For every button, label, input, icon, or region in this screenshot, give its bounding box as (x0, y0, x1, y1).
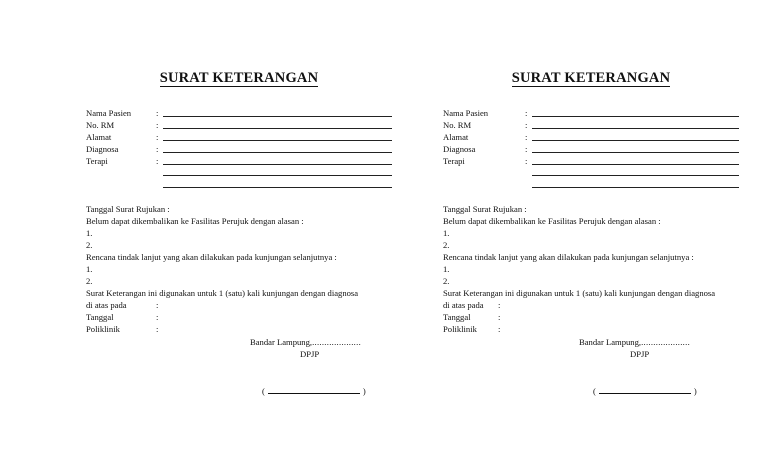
fill-line[interactable] (532, 128, 739, 129)
poliklinik-row: Poliklinik : (443, 324, 501, 334)
alasan-item: 2. (443, 240, 450, 250)
terapi-extra-line[interactable] (532, 187, 739, 188)
poliklinik-row: Poliklinik : (86, 324, 159, 334)
terapi-extra-line[interactable] (532, 175, 739, 176)
field-label: Alamat (86, 132, 112, 142)
rencana-item: 1. (86, 264, 93, 274)
field-alamat: Alamat : (443, 132, 739, 143)
fill-line[interactable] (532, 152, 739, 153)
field-label: Diagnosa (443, 144, 476, 154)
field-label: Alamat (443, 132, 469, 142)
field-alamat: Alamat : (86, 132, 392, 143)
tanggal-surat-rujukan: Tanggal Surat Rujukan : (443, 204, 527, 214)
field-label: Terapi (86, 156, 108, 166)
field-label: Diagnosa (86, 144, 119, 154)
signature-place-date: Bandar Lampung,.................... (250, 337, 362, 347)
form-title: SURAT KETERANGAN (511, 70, 671, 86)
field-nama-pasien: Nama Pasien : (86, 108, 392, 119)
signature-name-line[interactable]: ( ) (262, 386, 366, 396)
di-atas-pada: di atas pada : (443, 300, 501, 310)
signature-name-line[interactable]: ( ) (593, 386, 697, 396)
rencana-text: Rencana tindak lanjut yang akan dilakukan pada kunjungan selanjutnya : (443, 252, 694, 262)
field-label: No. RM (86, 120, 115, 130)
field-label: Terapi (443, 156, 465, 166)
fill-line[interactable] (532, 116, 739, 117)
fill-line[interactable] (163, 164, 392, 165)
fill-line[interactable] (163, 152, 392, 153)
tanggal-row: Tanggal : (443, 312, 501, 322)
signature-place-date: Bandar Lampung,.................... (579, 337, 691, 347)
field-diagnosa: Diagnosa : (86, 144, 392, 155)
tanggal-row: Tanggal : (86, 312, 159, 322)
surat-keterangan-text: Surat Keterangan ini digunakan untuk 1 (satu) kali kunjungan dengan diagnosa (443, 288, 716, 298)
rencana-item: 2. (443, 276, 450, 286)
field-no-rm: No. RM : (86, 120, 392, 131)
fill-line[interactable] (163, 128, 392, 129)
surat-keterangan-form-left (86, 0, 392, 466)
fill-line[interactable] (163, 140, 392, 141)
terapi-extra-line[interactable] (163, 187, 392, 188)
rencana-text: Rencana tindak lanjut yang akan dilakukan pada kunjungan selanjutnya : (86, 252, 337, 262)
tanggal-surat-rujukan: Tanggal Surat Rujukan : (86, 204, 170, 214)
fill-line[interactable] (532, 164, 739, 165)
field-terapi: Terapi : (86, 156, 392, 167)
alasan-item: 2. (86, 240, 93, 250)
alasan-item: 1. (86, 228, 93, 238)
signature-role: DPJP (630, 349, 650, 359)
belum-dapat-text: Belum dapat dikembalikan ke Fasilitas Perujuk dengan alasan : (86, 216, 304, 226)
field-label: Nama Pasien (443, 108, 489, 118)
surat-keterangan-text: Surat Keterangan ini digunakan untuk 1 (satu) kali kunjungan dengan diagnosa (86, 288, 359, 298)
di-atas-pada: di atas pada : (86, 300, 159, 310)
fill-line[interactable] (532, 140, 739, 141)
terapi-extra-line[interactable] (163, 175, 392, 176)
belum-dapat-text: Belum dapat dikembalikan ke Fasilitas Perujuk dengan alasan : (443, 216, 661, 226)
field-nama-pasien: Nama Pasien : (443, 108, 739, 119)
rencana-item: 2. (86, 276, 93, 286)
field-label: Nama Pasien (86, 108, 132, 118)
form-title: SURAT KETERANGAN (159, 70, 319, 86)
field-no-rm: No. RM : (443, 120, 739, 131)
rencana-item: 1. (443, 264, 450, 274)
alasan-item: 1. (443, 228, 450, 238)
fill-line[interactable] (163, 116, 392, 117)
field-terapi: Terapi : (443, 156, 739, 167)
field-diagnosa: Diagnosa : (443, 144, 739, 155)
surat-keterangan-form-right (443, 0, 739, 466)
signature-role: DPJP (300, 349, 320, 359)
field-label: No. RM (443, 120, 472, 130)
